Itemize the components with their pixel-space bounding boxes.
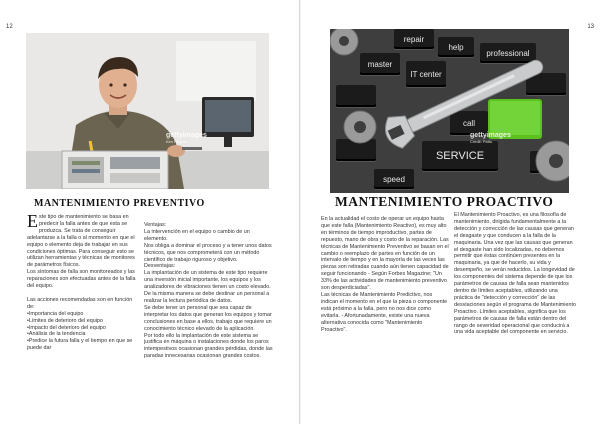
key-it-center: IT center [406,61,446,87]
page-number: 13 [587,24,594,30]
column-1-text: En la actualidad el costo de operar un equipo hasta que este falla (Mantenimiento Reactivo), es muy alto en términos de tiempo improductivo, partes de repuesto, mano de obra y costo de la reparación. Las técnicas de Mantenimiento Preventivo se basan en el cambio o reemplazo de partes en función de un intervalo de tiempo y en la mayoría de las veces las piezas son retiradas cuando aún tienen capacidad de seguir funcionando - Según Forbes Magazine; "Un 33% de las actividades de mantenimiento preventivo son desperdiciadas". Las técnicas de Mantenimiento Predictivo, nos indican el momento en el que la pieza o componente está próximo a la falla, pero no nos dice como evitarla. - Afortunadamente, existe una nueva alternativa conocida como "Mantenimiento Proactivo". [321,216,449,333]
body-text: ste tipo de mantenimiento se basa en predecir la falla antes de que esta se produzca. Se trata de conseguir adelantarse a la falla o al momento en que el equipo o elemento deja de trabajar en sus condiciones óptimas. Para conseguir esto se utilizan herramientas y técnicas de monitores de parámetros físicos. Los síntomas de falla son monitoreados y las reparaciones son efectuadas antes de la falla del equipo. Las acciones recomendadas son en función de: •Importancia del equipo •Límites de deterioro del equipo •Impacto del deterioro del equipo •Análisis de la tendencia •Predice la futura falla y el tiempo en que se puede dar [27,214,136,352]
keyboard-wrench-photo [330,29,569,193]
photo-watermark: gettyimages Kim Rogers [166,132,207,144]
technician-photo [26,33,269,189]
key-service: SERVICE [422,141,498,171]
key-help: help [438,37,474,57]
section-title: MANTENIMIENTO PREVENTIVO [34,198,205,209]
drop-cap: E [27,211,38,231]
wrench-gears-graphic [330,29,569,193]
key-repair: repair [394,29,434,49]
key-call: call [450,111,488,135]
key-master: master [360,53,400,75]
column-1 [27,211,141,352]
page-number: 12 [6,24,13,30]
column-2-text: Ventajas: La intervención en el equipo o cambio de un elemento. Nos obliga a dominar el proceso y a tener unos datos técnicos, que nos comprometerá con un método científico de trabajo riguroso y objetivo. Desventajas: La implantación de un sistema de este tipo requiere una inversión inicial importante, los equipos y los analizadores de vibraciones tienen un costo elevado. De la misma manera se debe destinar un personal a realizar la lectura periódica de datos. Se debe tener un personal que sea capaz de interpretar los datos que generan los equipos y tomar conclusiones en base a ellos, trabajo que requiere un conocimiento técnico elevado de la aplicación. Por todo ello la implantación de este sistema se justifica en máquina o instalaciones donde los paros intempestivos ocasionan grandes pérdidas, donde las paradas innecesarias ocasionan grandes costos. [144,222,273,360]
key-speed: speed [374,169,414,189]
key-professional: professional [480,43,536,63]
technician-illustration [26,33,269,189]
column-2-text: El Mantenimiento Proactivo, es una filosofía de mantenimiento, dirigida fundamentalmente a la detección y corrección de las causas que generan el desgaste y que conducen a la falla de la maquinaria. Una vez que las causas que generan el desgaste han sido localizadas, no debemos permitir que éstas continúen presentes en la maquinaria, ya que de hacerlo, su vida y desempeño, se verán reducidos. La longevidad de los componentes del sistema depende de que los parámetros de causas de falla sean mantenidos dentro de límites aceptables, utilizando una práctica de "detección y corrección" de las desviaciones según el programa de Mantenimiento Proactivo. Límites aceptables, significa que los parámetros de causas de falla están dentro del rango de severidad operacional que conducirá a una vida aceptable del componente en servicio. [454,212,576,336]
section-title: MANTENIMIENTO PROACTIVO [335,194,554,209]
photo-watermark: gettyimages Credit: Palto [470,132,511,144]
right-page [301,0,600,424]
